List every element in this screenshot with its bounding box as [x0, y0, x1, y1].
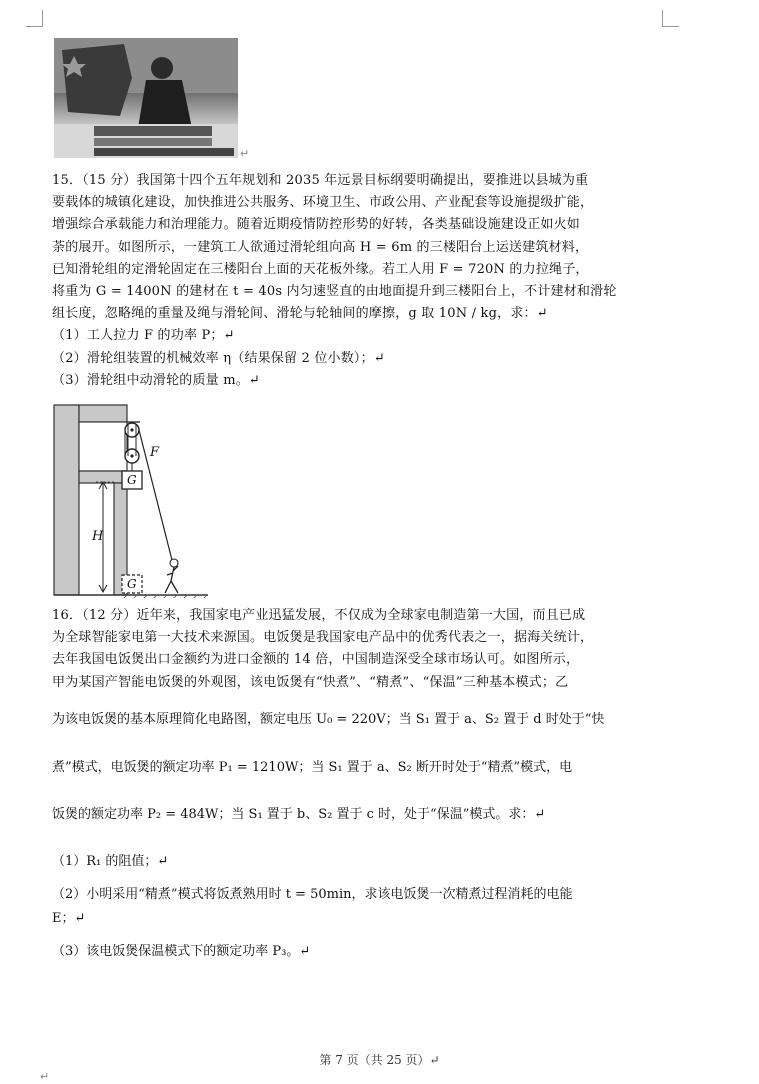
question-15-line: 已知滑轮组的定滑轮固定在三楼阳台上面的天花板外缘。若工人用 F = 720N 的力拉绳子， [52, 261, 589, 277]
label-height-h: H [92, 529, 104, 544]
label-load-g-top: G [127, 473, 137, 487]
pulley-figure [52, 403, 212, 598]
label-load-g-bottom: G [127, 577, 137, 591]
question-16-sub-3: （3）该电饭煲保温模式下的额定功率 P₃。↵ [52, 944, 311, 959]
question-16-line-6: 煮”模式，电饭煲的额定功率 P₁ = 1210W；当 S₁ 置于 a、S₂ 断开时处于“精煮”模式，电 [52, 760, 573, 775]
question-15-sub-2: （2）滑轮组装置的机械效率 η（结果保留 2 位小数）；↵ [52, 350, 385, 366]
paragraph-mark: ↵ [40, 1070, 50, 1083]
question-16-line: 甲为某国产智能电饭煲的外观图，该电饭煲有“快煮”、“精煮”、“保温”三种基本模式；乙 [52, 674, 569, 690]
question-15-line: 15．（15 分）我国第十四个五年规划和 2035 年远景目标纲要明确提出，要推进以县城为重 [52, 173, 589, 188]
page-footer: 第 7 页（共 25 页）↵ [319, 1053, 440, 1067]
question-16-sub-2: （2）小明采用“精煮”模式将饭煮熟用时 t = 50min，求该电饭煲一次精煮过程消耗的电能 [52, 887, 573, 902]
question-16 [52, 605, 668, 694]
question-15-line: 荼的展开。如图所示，一建筑工人欲通过滑轮组向高 H = 6m 的三楼阳台上运送建筑材料， [52, 239, 589, 255]
flag-photo-drawing [54, 38, 238, 158]
question-16-line-7: 饭煲的额定功率 P₂ = 484W；当 S₁ 置于 b、S₂ 置于 c 时，处于“保温”模式。求：↵ [52, 807, 546, 822]
question-16-line: 去年我国电饭煲出口金额约为进口金额的 14 倍，中国制造深受全球市场认可。如图所示， [52, 652, 580, 668]
question-15-line: 要载体的城镇化建设，加快推进公共服务、环境卫生、市政公用、产业配套等设施提级扩能， [52, 195, 594, 211]
paragraph-mark: ↵ [240, 147, 250, 160]
question-15 [52, 170, 668, 392]
question-15-line: 组长度，忽略绳的重量及绳与滑轮间、滑轮与轮轴间的摩擦，g 取 10N / kg，求：↵ [52, 306, 548, 322]
question-16-line: 16．（12 分）近年来，我国家电产业迅猛发展，不仅成为全球家电制造第一大国，而且已成 [52, 608, 586, 623]
question-16-line-5: 为该电饭煲的基本原理简化电路图，额定电压 U₀ = 220V；当 S₁ 置于 a、S₂ 置于 d 时处于“快 [52, 712, 605, 727]
question-16-sub-2-cont: E；↵ [52, 911, 86, 926]
pulley-diagram [52, 403, 212, 598]
question-16-line: 为全球智能家电第一大技术来源国。电饭煲是我国家电产品中的优秀代表之一，据海关统计， [52, 630, 594, 646]
question-16-sub-1: （1）R₁ 的阻值；↵ [52, 854, 169, 869]
question-15-line: 将重为 G = 1400N 的建材在 t = 40s 内匀速竖直的由地面提升到三楼阳台上，不计建材和滑轮 [52, 284, 617, 300]
page-corner-top-right [662, 10, 679, 27]
label-force-f: F [150, 445, 160, 460]
flag-photo [54, 38, 238, 158]
question-15-sub-3: （3）滑轮组中动滑轮的质量 m。↵ [52, 372, 261, 388]
question-15-line: 增强综合承载能力和治理能力。随着近期疫情防控形势的好转，各类基础设施建设正如火如 [52, 217, 581, 233]
question-15-sub-1: （1）工人拉力 F 的功率 P；↵ [52, 328, 235, 344]
page-corner-top-left [26, 10, 43, 27]
